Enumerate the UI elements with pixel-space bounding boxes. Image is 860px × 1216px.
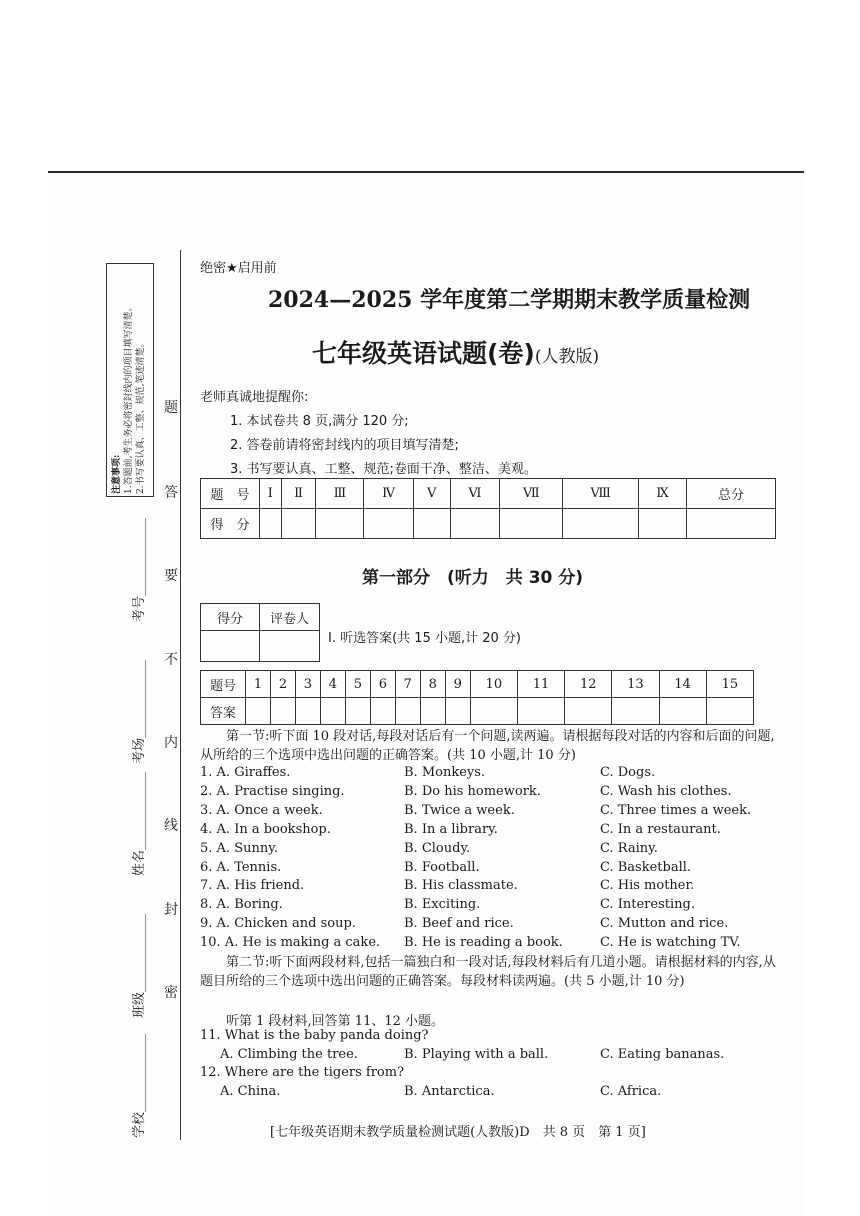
option-c: C. Rainy. [600, 841, 658, 856]
seal-char: 封 [164, 902, 178, 918]
answer-table [200, 670, 754, 725]
seal-char: 内 [164, 735, 178, 751]
option-b: B. Do his homework. [404, 784, 541, 799]
answer-table-label: 题号 [201, 671, 246, 698]
answer-cell[interactable] [470, 698, 517, 725]
notes-line-2: 2.书写要认真、工整、规范,笔迹清楚。 [136, 338, 146, 494]
reminder-title: 老师真诚地提醒你: [200, 390, 309, 405]
grader-reviewer-cell[interactable] [260, 631, 320, 662]
question-row [200, 803, 780, 822]
option-c: C. His mother. [600, 878, 695, 893]
score-col: Ⅸ [639, 479, 687, 509]
question-row [200, 897, 780, 916]
answer-number: 12 [565, 671, 612, 698]
answer-cell[interactable] [295, 698, 320, 725]
option-b: B. His classmate. [404, 878, 518, 893]
score-row-label: 得 分 [201, 509, 260, 539]
score-cell[interactable] [260, 509, 282, 539]
option-c: C. Dogs. [600, 765, 656, 780]
answer-number: 7 [395, 671, 420, 698]
question-row [200, 878, 780, 897]
score-cell[interactable] [316, 509, 364, 539]
answer-cell[interactable] [445, 698, 470, 725]
seal-char: 答 [164, 485, 178, 501]
answer-table-answer-row [201, 698, 754, 725]
answer-row-label: 答案 [201, 698, 246, 725]
option-b: B. In a library. [404, 822, 498, 837]
option-c: C. Eating bananas. [600, 1047, 725, 1062]
grader-reviewer-label: 评卷人 [260, 604, 320, 631]
score-cell[interactable] [500, 509, 563, 539]
answer-number: 10 [470, 671, 517, 698]
confidential-label: 绝密★启用前 [200, 261, 277, 276]
question-stem: 11. What is the baby panda doing? [200, 1028, 429, 1043]
score-cell[interactable] [281, 509, 316, 539]
score-cell[interactable] [450, 509, 500, 539]
part1-title: 第一部分 (听力 共 30 分) [362, 568, 584, 588]
answer-cell[interactable] [659, 698, 706, 725]
field-school[interactable]: 学校____________ [132, 1033, 147, 1138]
question-row [200, 841, 780, 860]
answer-cell[interactable] [612, 698, 659, 725]
notes-title: 注意事项: [112, 454, 122, 494]
answer-cell[interactable] [345, 698, 370, 725]
option-a: 3. A. Once a week. [200, 803, 323, 818]
option-c: C. Basketball. [600, 860, 692, 875]
question-row [200, 1084, 780, 1103]
question-row [200, 860, 780, 879]
score-table [200, 478, 776, 539]
seal-char: 不 [164, 652, 178, 668]
answer-cell[interactable] [370, 698, 395, 725]
score-col: Ⅷ [563, 479, 639, 509]
option-b: B. Exciting. [404, 897, 481, 912]
seal-char: 题 [164, 400, 178, 416]
reminder-item: 3. 书写要认真、工整、规范;卷面干净、整洁、美观。 [230, 462, 537, 477]
answer-cell[interactable] [395, 698, 420, 725]
field-name[interactable]: 姓名____________ [132, 771, 147, 876]
option-a: 8. A. Boring. [200, 897, 283, 912]
score-table-value-row [201, 509, 776, 539]
notes-box [106, 263, 154, 497]
answer-cell[interactable] [246, 698, 271, 725]
score-col: Ⅰ [260, 479, 282, 509]
option-a: 5. A. Sunny. [200, 841, 278, 856]
section-i-title: Ⅰ. 听选答案(共 15 小题,计 20 分) [328, 631, 521, 646]
answer-table-number-row [201, 671, 754, 698]
material1-instruction: 听第 1 段材料,回答第 11、12 小题。 [226, 1014, 445, 1029]
score-col: Ⅳ [364, 479, 413, 509]
option-b: B. Football. [404, 860, 480, 875]
answer-number: 9 [445, 671, 470, 698]
answer-number: 1 [246, 671, 271, 698]
option-a: A. China. [220, 1084, 281, 1099]
option-c: C. Wash his clothes. [600, 784, 732, 799]
option-b: B. Antarctica. [404, 1084, 495, 1099]
score-cell[interactable] [364, 509, 413, 539]
section2-instructions: 第二节:听下面两段材料,包括一篇独白和一段对话,每段材料后有几道小题。请根据材料的内容,从题目所给的三个选项中选出问题的正确答案。每段材料读两遍。(共 5 小题,计 10 分) [200, 955, 776, 989]
question-row [200, 1047, 780, 1066]
option-c: C. Mutton and rice. [600, 916, 729, 931]
answer-number: 5 [345, 671, 370, 698]
answer-number: 2 [270, 671, 295, 698]
seal-char: 密 [164, 985, 178, 1001]
score-cell[interactable] [639, 509, 687, 539]
answer-number: 13 [612, 671, 659, 698]
option-c: C. Africa. [600, 1084, 662, 1099]
option-a: 7. A. His friend. [200, 878, 305, 893]
field-class[interactable]: 班级____________ [132, 913, 147, 1018]
option-c: C. Three times a week. [600, 803, 752, 818]
section1-instructions: 第一节:听下面 10 段对话,每段对话后有一个问题,读两遍。请根据每段对话的内容和后面的问题,从所给的三个选项中选出问题的正确答案。(共 10 小题,计 10 分) [200, 729, 775, 763]
answer-cell[interactable] [565, 698, 612, 725]
edition-label: (人教版) [534, 347, 600, 367]
field-exam-number[interactable]: 考号____________ [132, 517, 147, 622]
field-exam-room[interactable]: 考场____________ [132, 659, 147, 764]
score-cell[interactable] [563, 509, 639, 539]
seal-line [180, 250, 181, 1140]
grader-box [200, 603, 320, 662]
page-footer: [七年级英语期末教学质量检测试题(人教版)D 共 8 页 第 1 页] [270, 1125, 646, 1140]
answer-number: 4 [320, 671, 345, 698]
notes-line-1: 1.答题前,考生务必将密封线内的项目填写清楚。 [124, 302, 134, 494]
answer-cell[interactable] [420, 698, 445, 725]
answer-cell[interactable] [517, 698, 564, 725]
score-col: Ⅶ [500, 479, 563, 509]
option-b: B. Cloudy. [404, 841, 471, 856]
answer-number: 8 [420, 671, 445, 698]
score-col: Ⅱ [281, 479, 316, 509]
score-total-label: 总分 [687, 479, 776, 509]
option-b: B. Monkeys. [404, 765, 486, 780]
answer-cell[interactable] [320, 698, 345, 725]
score-col: Ⅴ [413, 479, 450, 509]
option-a: 1. A. Giraffes. [200, 765, 291, 780]
option-a: 6. A. Tennis. [200, 860, 282, 875]
score-col: Ⅲ [316, 479, 364, 509]
option-a: 2. A. Practise singing. [200, 784, 345, 799]
question-row [200, 765, 780, 784]
option-a: 4. A. In a bookshop. [200, 822, 331, 837]
answer-number: 3 [295, 671, 320, 698]
question-row [200, 822, 780, 841]
grader-score-cell[interactable] [201, 631, 260, 662]
answer-cell[interactable] [706, 698, 753, 725]
score-cell[interactable] [413, 509, 450, 539]
seal-char: 线 [164, 818, 178, 834]
reminder-item: 2. 答卷前请将密封线内的项目填写清楚; [230, 438, 459, 453]
answer-number: 6 [370, 671, 395, 698]
option-a: 9. A. Chicken and soup. [200, 916, 356, 931]
grader-score-label: 得分 [201, 604, 260, 631]
question-row [200, 935, 780, 954]
question-stem: 12. Where are the tigers from? [200, 1065, 405, 1080]
option-c: C. In a restaurant. [600, 822, 721, 837]
answer-number: 14 [659, 671, 706, 698]
option-b: B. Twice a week. [404, 803, 515, 818]
exam-title: 2024—2025 学年度第二学期期末教学质量检测 [268, 287, 751, 313]
score-table-label: 题 号 [201, 479, 260, 509]
question-row [200, 916, 780, 935]
score-col: Ⅵ [450, 479, 500, 509]
reminder-item: 1. 本试卷共 8 页,满分 120 分; [230, 414, 409, 429]
option-b: B. Playing with a ball. [404, 1047, 549, 1062]
answer-number: 11 [517, 671, 564, 698]
option-a: A. Climbing the tree. [220, 1047, 358, 1062]
option-c: C. Interesting. [600, 897, 695, 912]
answer-number: 15 [706, 671, 753, 698]
paper-title: 七年级英语试题(卷)(人教版) [312, 339, 600, 368]
option-a: 10. A. He is making a cake. [200, 935, 381, 950]
option-b: B. He is reading a book. [404, 935, 563, 950]
question-row [200, 784, 780, 803]
option-c: C. He is watching TV. [600, 935, 741, 950]
score-table-header-row [201, 479, 776, 509]
answer-cell[interactable] [270, 698, 295, 725]
score-cell[interactable] [687, 509, 776, 539]
seal-char: 要 [164, 568, 178, 584]
option-b: B. Beef and rice. [404, 916, 514, 931]
